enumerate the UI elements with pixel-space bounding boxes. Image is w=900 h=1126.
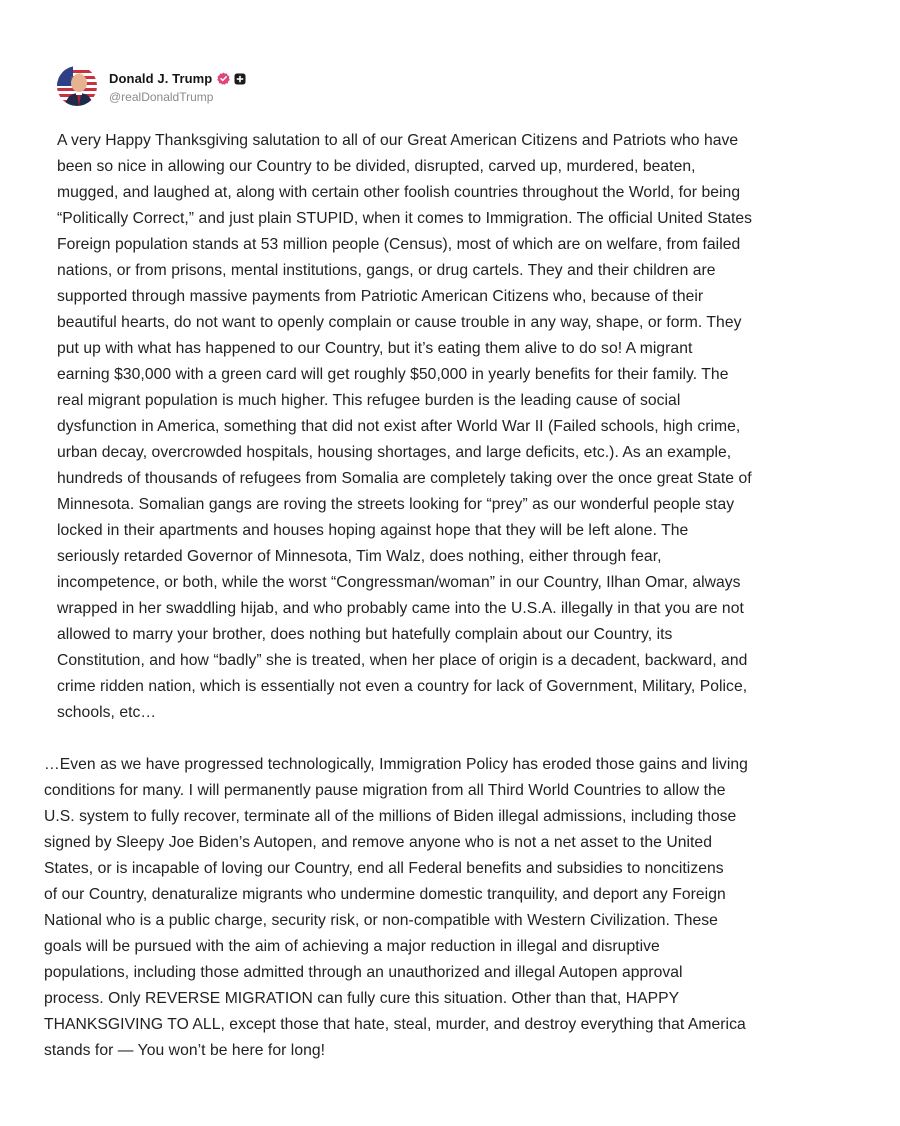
- author-identity: [109, 68, 246, 104]
- plus-square-icon[interactable]: [234, 72, 246, 84]
- avatar[interactable]: [57, 66, 97, 106]
- post-body: [44, 128, 877, 1064]
- profile-avatar-icon: [57, 66, 97, 106]
- author-name[interactable]: Donald J. Trump: [109, 70, 213, 86]
- post-paragraph-2: …Even as we have progressed technologically, Immigration Policy has eroded those gains and living conditions for many. I will permanently pause migration from all Third World Countries to allow the U.S. system to fully recover, terminate all of the millions of Biden illegal admissions, including those signed by Sleepy Joe Biden’s Autopen, and remove anyone who is not a net asset to the United States, or is incapable of loving our Country, end all Federal benefits and subsidies to noncitizens of our Country, denaturalize migrants who undermine domestic tranquility, and deport any Foreign National who is a public charge, security risk, or non-compatible with Western Civilization. These goals will be pursued with the aim of achieving a major reduction in illegal and disruptive populations, including those admitted through an unauthorized and illegal Autopen approval process. Only REVERSE MIGRATION can fully cure this situation. Other than that, HAPPY THANKSGIVING TO ALL, except those that hate, steal, murder, and destroy everything that America stands for — You won’t be here for long!: [44, 756, 748, 1059]
- post-header: [57, 64, 246, 108]
- author-handle[interactable]: @realDonaldTrump: [109, 90, 214, 104]
- name-row: [109, 68, 246, 88]
- verified-badge-icon: [217, 72, 230, 85]
- post-paragraph-1: A very Happy Thanksgiving salutation to all of our Great American Citizens and Patriots who have been so nice in allowing our Country to be divided, disrupted, carved up, murdered, beaten, mugged, and laughed at, along with certain other foolish countries throughout the World, for being “Politically Correct,” and just plain STUPID, when it comes to Immigration. The official United States Foreign population stands at 53 million people (Census), most of which are on welfare, from failed nations, or from prisons, mental institutions, gangs, or drug cartels. They and their children are supported through massive payments from Patriotic American Citizens who, because of their beautiful hearts, do not want to openly complain or cause trouble in any way, shape, or form. They put up with what has happened to our Country, but it’s eating them alive to do so! A migrant earning $30,000 with a green card will get roughly $50,000 in yearly benefits for their family. The real migrant population is much higher. This refugee burden is the leading cause of social dysfunction in America, something that did not exist after World War II (Failed schools, high crime, urban decay, overcrowded hospitals, housing shortages, and large deficits, etc.). As an example, hundreds of thousands of refugees from Somalia are completely taking over the once great State of Minnesota. Somalian gangs are roving the streets looking for “prey” as our wonderful people stay locked in their apartments and houses hoping against hope that they will be left alone. The seriously retarded Governor of Minnesota, Tim Walz, does nothing, either through fear, incompetence, or both, while the worst “Congressman/woman” in our Country, Ilhan Omar, always wrapped in her swaddling hijab, and who probably came into the U.S.A. illegally in that you are not allowed to marry your brother, does nothing but hatefully complain about our Country, its Constitution, and how “badly” she is treated, when her place of origin is a decadent, backward, and crime ridden nation, which is essentially not even a country for lack of Government, Military, Police, schools, etc…: [57, 132, 753, 721]
